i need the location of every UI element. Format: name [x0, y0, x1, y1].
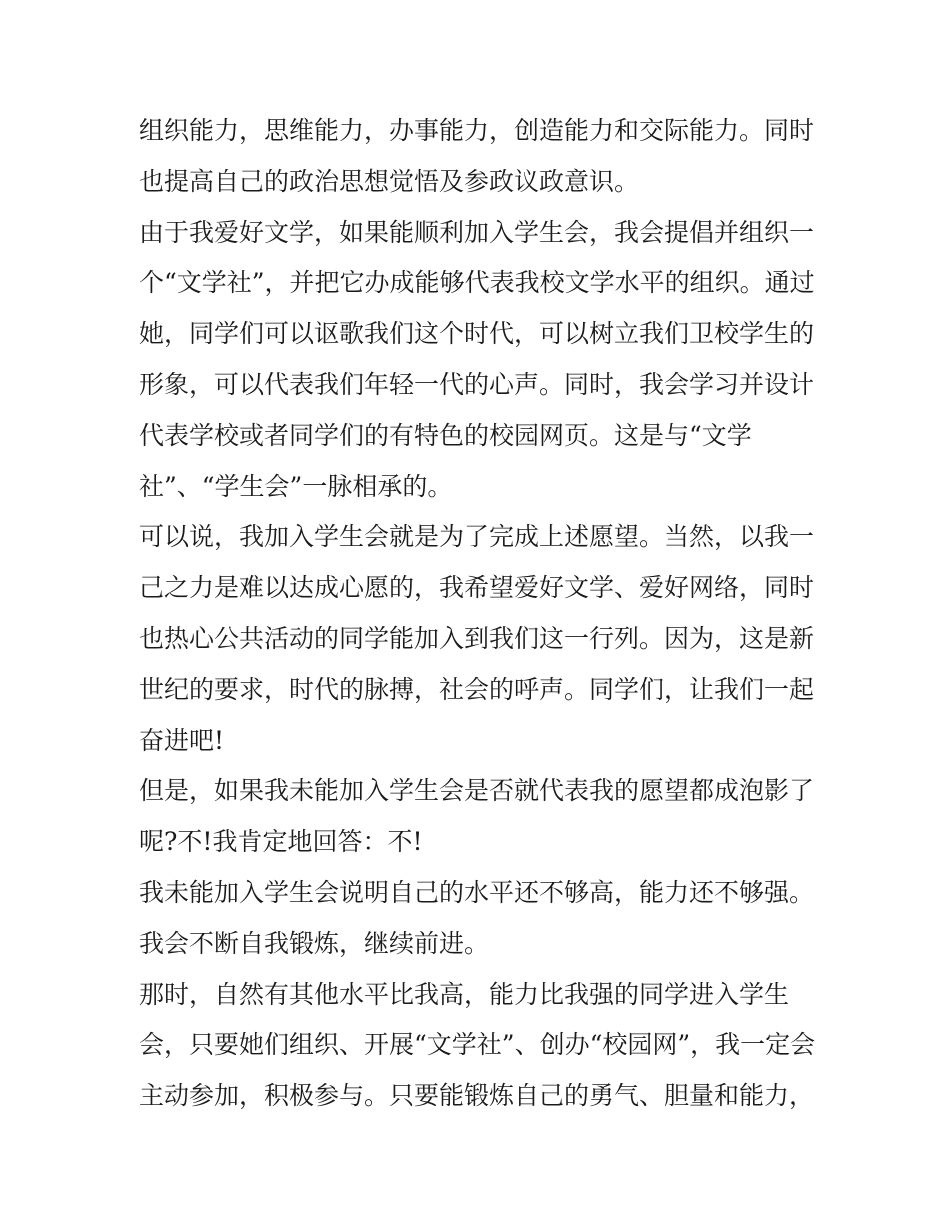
text-line: 但是，如果我未能加入学生会是否就代表我的愿望都成泡影了 — [139, 776, 815, 806]
text-line: 形象，可以代表我们年轻一代的心声。同时，我会学习并设计 — [139, 369, 815, 399]
paragraph-3 — [139, 512, 819, 766]
paragraph-6 — [139, 970, 819, 1122]
text-line: 世纪的要求，时代的脉搏，社会的呼声。同学们，让我们一起 — [139, 674, 815, 704]
text-line: 组织能力，思维能力，办事能力，创造能力和交际能力。同时 — [139, 116, 815, 145]
paragraph-2 — [139, 208, 819, 513]
text-line: 会，只要她们组织、开展“文学社”、创办“校园网”，我一定会 — [139, 1030, 816, 1060]
text-line: 社”、“学生会”一脉相承的。 — [139, 471, 453, 501]
text-line: 呢?不!我肯定地回答：不! — [139, 827, 423, 857]
text-line: 主动参加，积极参与。只要能锻炼自己的勇气、胆量和能力， — [139, 1081, 815, 1111]
text-line: 己之力是难以达成心愿的，我希望爱好文学、爱好网络，同时 — [139, 573, 815, 603]
paragraph-1 — [139, 106, 819, 208]
text-line: 我未能加入学生会说明自己的水平还不够高，能力还不够强。 — [139, 877, 815, 907]
text-line: 那时，自然有其他水平比我高，能力比我强的同学进入学生 — [139, 979, 790, 1009]
text-line: 也提高自己的政治思想觉悟及参政议政意识。 — [139, 166, 640, 196]
text-line: 也热心公共活动的同学能加入到我们这一行列。因为，这是新 — [139, 623, 815, 653]
text-line: 奋进吧! — [139, 725, 225, 755]
text-line: 代表学校或者同学们的有特色的校园网页。这是与“文学 — [139, 420, 752, 450]
text-line: 可以说，我加入学生会就是为了完成上述愿望。当然，以我一 — [139, 522, 815, 552]
text-line: 我会不断自我锻炼，继续前进。 — [139, 928, 490, 958]
text-line: 个“文学社”，并把它办成能够代表我校文学水平的组织。通过 — [139, 268, 815, 298]
document-body — [139, 106, 819, 1122]
text-line: 她，同学们可以讴歌我们这个时代，可以树立我们卫校学生的 — [139, 319, 815, 349]
paragraph-5 — [139, 868, 819, 970]
paragraph-4 — [139, 766, 819, 868]
text-line: 由于我爱好文学，如果能顺利加入学生会，我会提倡并组织一 — [139, 217, 815, 247]
